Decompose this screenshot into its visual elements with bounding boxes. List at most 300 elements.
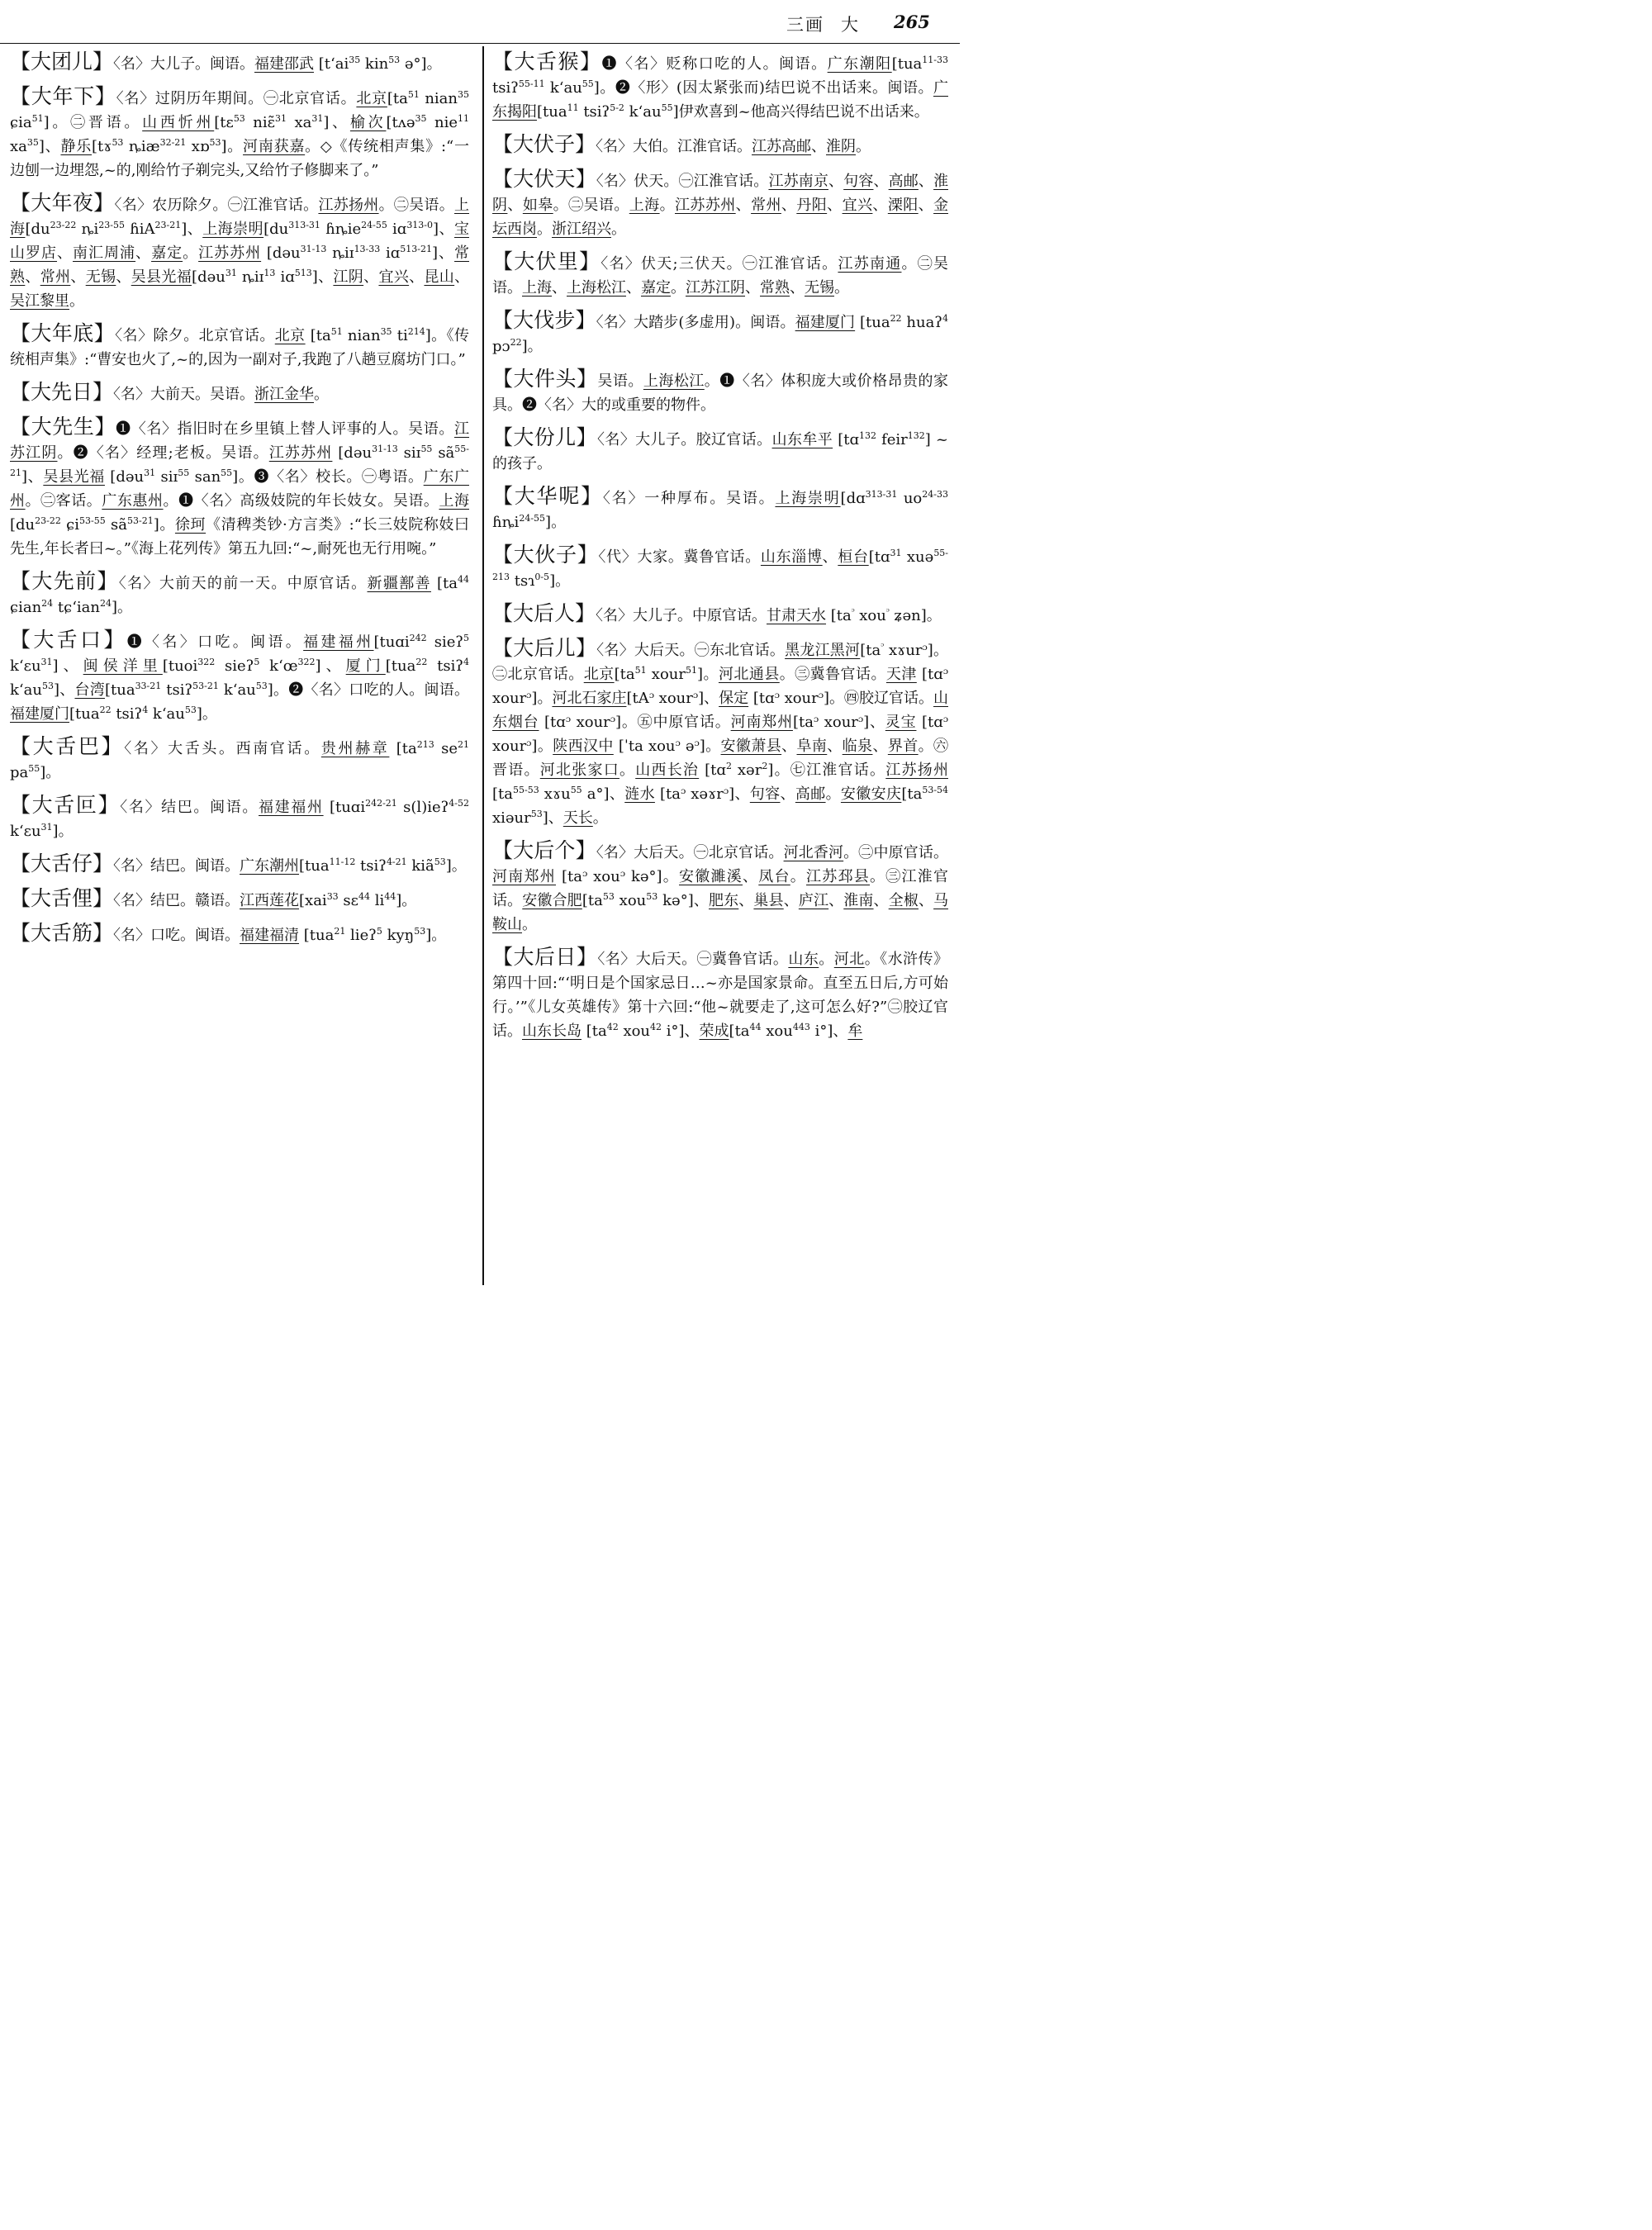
tone-mark: 132	[859, 430, 876, 441]
entry-text: 〈名〉结巴。赣语。	[113, 892, 240, 909]
place-name: 宜兴	[378, 268, 410, 286]
entry-headword: 【大后人】	[492, 601, 596, 625]
entry-text: sieʔ	[215, 657, 254, 675]
entry-text: 《清稗类钞·方言类》:“长三妓院称妓曰先生,年长者曰~。”《海上花列传》第五九回:“~,耐死也无行用啘。”	[10, 516, 469, 558]
tone-mark: 5-2	[610, 102, 624, 113]
entry-text: [ta	[826, 607, 852, 624]
entry-text: k‘ɛu	[10, 823, 41, 840]
entry-text: 。㊅晋语。	[492, 738, 948, 779]
entry-text: ]。❷〈名〉口吃的人。闽语。	[267, 681, 469, 699]
entry-text: ]。	[153, 516, 175, 534]
tone-mark: 33	[326, 891, 339, 902]
entry-text: ]、	[315, 657, 346, 675]
entry-text: 。	[819, 951, 834, 968]
left-column	[10, 50, 469, 1288]
entry-text: ɕi	[60, 516, 80, 534]
place-name: 句容	[749, 785, 781, 803]
entry-text: 、	[738, 892, 754, 909]
place-name: 肥东	[709, 892, 739, 909]
tone-mark: 55-53	[513, 785, 539, 795]
place-name: 阜南	[796, 738, 828, 755]
tone-mark: 53	[602, 891, 615, 902]
entry-text: tsiʔ	[111, 705, 143, 723]
entry-text: [dəu	[104, 468, 145, 486]
place-name: 宜兴	[842, 197, 873, 214]
place-name: 山东淄博	[760, 548, 823, 566]
place-name: 江苏扬州	[318, 197, 379, 214]
entry-text: 、	[70, 268, 86, 286]
entry-text: 〈名〉结巴。闽语。	[113, 857, 240, 875]
entry-text: [ta	[860, 642, 881, 659]
place-name: 山西长治	[635, 762, 700, 779]
right-column	[492, 50, 948, 1288]
place-name: 上海	[10, 197, 469, 238]
tone-mark: 242	[409, 633, 427, 643]
entry-text: 〈名〉大后天。㊀北京官话。	[596, 844, 784, 861]
tone-mark: 55	[221, 467, 233, 478]
entry-text: [tɑᵓ xourᵓ]。㊄中原官话。	[539, 714, 731, 731]
dictionary-entry	[492, 249, 948, 300]
place-name: 高邮	[888, 173, 919, 190]
tone-mark: 51	[330, 326, 343, 337]
tone-mark: 4	[142, 705, 149, 715]
entry-text: niɛ̃	[244, 114, 275, 131]
entry-text: 。	[522, 916, 537, 933]
tone-mark: 4	[463, 657, 469, 667]
entry-text: 、	[781, 738, 797, 755]
tone-mark: 214	[407, 326, 425, 337]
place-name: 昆山	[424, 268, 455, 286]
place-name: 上海崇明	[775, 490, 841, 507]
entry-text: ]、	[433, 221, 454, 238]
place-name: 无锡	[85, 268, 116, 286]
entry-text: ]、	[53, 681, 75, 699]
place-name: 广东揭阳	[492, 79, 948, 121]
place-name: 淮南	[843, 892, 874, 909]
entry-text: 〈名〉大前天的前一天。中原官话。	[118, 575, 368, 592]
tone-mark: 5	[463, 633, 469, 643]
place-name: 荣成	[699, 1022, 729, 1040]
place-name: 河北张家口	[539, 762, 620, 779]
tone-mark: 55-21	[10, 444, 469, 478]
tone-mark: ᵓ	[881, 641, 885, 652]
tone-mark: 32-21	[159, 137, 187, 148]
entry-text: 〈名〉口吃。闽语。	[113, 927, 240, 944]
place-name: 河北香河	[783, 844, 844, 861]
dictionary-entry	[492, 167, 948, 241]
place-name: 山东牟平	[771, 431, 833, 448]
entry-text: xour	[646, 666, 686, 683]
place-name: 南汇周浦	[73, 244, 136, 262]
entry-text: [taᵓ xouᵓ kə°]。	[556, 868, 680, 885]
entry-text: kə°]、	[657, 892, 709, 909]
dictionary-entry	[10, 852, 469, 878]
tone-mark: 24-55	[361, 220, 387, 230]
place-name: 甘肃天水	[767, 607, 827, 624]
entry-text: [dəu	[192, 268, 225, 286]
dictionary-entry	[10, 84, 469, 183]
entry-headword: 【大先生】	[10, 415, 116, 439]
entry-text: [dɑ	[840, 490, 866, 507]
place-name: 桓台	[838, 548, 869, 566]
entry-text: ]、	[21, 468, 44, 486]
tone-mark: 35	[380, 326, 392, 337]
entry-headword: 【大伙子】	[492, 543, 599, 567]
entry-text: li	[369, 892, 385, 909]
place-name: 福建厦门	[10, 705, 69, 723]
entry-text: 。	[619, 762, 636, 779]
tone-mark: 55	[28, 763, 40, 774]
place-name: 江苏江阴	[10, 420, 469, 462]
place-name: 江西莲花	[240, 892, 300, 909]
entry-text: [tua	[891, 55, 923, 73]
tone-mark: 53	[209, 137, 221, 148]
entry-text: [tua	[385, 657, 416, 675]
entry-text: [taᵓ xourᵓ]、	[792, 714, 885, 731]
entry-text: xou	[614, 892, 647, 909]
place-name: 高邮	[795, 785, 826, 803]
entry-text: tsiʔ	[427, 657, 463, 675]
entry-text: ]。	[52, 823, 74, 840]
entry-text: xɤu	[539, 785, 571, 803]
entry-headword: 【大份儿】	[492, 425, 597, 449]
place-name: 上海崇明	[202, 221, 264, 238]
dictionary-entry	[492, 543, 948, 593]
tone-mark: 21	[457, 739, 469, 750]
place-name: 江苏扬州	[885, 762, 948, 779]
entry-text: 、	[811, 138, 827, 155]
place-name: 淮阴	[826, 138, 857, 155]
entry-text: a°]、	[582, 785, 625, 803]
entry-text: 。	[671, 279, 686, 297]
entry-text: 〈名〉过阴历年期间。㊀北京官话。	[116, 90, 357, 107]
tone-mark: 44	[458, 574, 469, 585]
entry-text: k‘ɛu	[10, 657, 41, 675]
entry-headword: 【大舌口】	[10, 628, 127, 652]
tone-mark: 35	[26, 137, 39, 148]
entry-text: [tɑᵓ xourᵓ]。	[492, 714, 948, 755]
entry-text: ]。	[445, 857, 467, 875]
place-name: 闽侯洋里	[83, 657, 163, 675]
place-name: 江苏高邮	[752, 138, 812, 155]
place-name: 江苏苏州	[268, 444, 333, 462]
tone-mark: 31	[40, 822, 53, 833]
place-name: 凤台	[758, 868, 790, 885]
tone-mark: 24	[41, 598, 54, 609]
column-divider	[482, 46, 484, 1285]
entry-text: 。	[856, 138, 871, 155]
entry-text: [du	[263, 221, 289, 238]
tone-mark: 33-21	[135, 681, 162, 691]
entry-text: 、	[918, 197, 934, 214]
place-name: 吴县光福	[131, 268, 192, 286]
entry-text: ]、	[432, 244, 455, 262]
tone-mark: 31	[40, 657, 53, 667]
tone-mark: 55-11	[518, 78, 545, 89]
tone-mark: 35	[349, 55, 361, 65]
entry-text: 、	[454, 268, 469, 286]
entry-text: [tɑᵓ xourᵓ]。	[492, 666, 948, 707]
entry-text: tsiʔ	[492, 79, 519, 97]
place-name: 江苏南京	[768, 173, 829, 190]
entry-text: xa	[286, 114, 312, 131]
place-name: 句容	[843, 173, 874, 190]
entry-text: [ta	[430, 575, 458, 592]
entry-text: 。	[314, 386, 330, 403]
entry-text: 。	[611, 221, 626, 238]
entry-text: huaʔ	[901, 314, 942, 331]
entry-text: xiəur	[492, 809, 531, 827]
entry-text: tsiʔ	[355, 857, 387, 875]
tone-mark: 44	[384, 891, 396, 902]
entry-text: se	[434, 740, 458, 757]
place-name: 河北通县	[718, 666, 780, 683]
tone-mark: 2	[725, 761, 732, 771]
tone-mark: 42	[606, 1022, 619, 1032]
tone-mark: 51	[686, 665, 697, 676]
entry-text: k‘au	[148, 705, 185, 723]
place-name: 广东惠州	[102, 492, 164, 510]
place-name: 山西忻州	[142, 114, 215, 131]
entry-text: [taᵓ xəɤrᵓ]、	[654, 785, 750, 803]
dictionary-entry	[10, 50, 469, 76]
place-name: 吴江黎里	[10, 292, 69, 310]
place-name: 陕西汉中	[553, 738, 614, 755]
entry-text: [ˈta xouᵓ əᵓ]。	[613, 738, 721, 755]
entry-headword: 【大年夜】	[10, 191, 115, 215]
place-name: 巢县	[753, 892, 784, 909]
dictionary-entry	[492, 132, 948, 159]
tone-mark: ᵓ	[885, 606, 890, 617]
entry-text: 、	[827, 197, 843, 214]
entry-text: ]。	[221, 138, 244, 155]
entry-text: ə°]。	[400, 55, 442, 73]
entry-text: 。❷〈名〉经理;老板。吴语。	[57, 444, 269, 462]
entry-text: [tua	[69, 705, 100, 723]
place-name: 牟	[847, 1022, 863, 1040]
entry-text: 、	[822, 548, 838, 566]
tone-mark: 51	[634, 665, 647, 676]
tone-mark: 55	[178, 467, 190, 478]
tone-mark: 31	[144, 467, 156, 478]
entry-text: k‘au	[624, 103, 662, 121]
place-name: 安徽合肥	[522, 892, 582, 909]
dictionary-entry	[10, 793, 469, 843]
tone-mark: 213	[416, 739, 434, 750]
entry-text: 。◇《传统相声集》:“一边刨一边埋怨,~的,刚给竹子剃完头,又给竹子修脚来了。”	[10, 138, 469, 179]
tone-mark: 242-21	[365, 798, 397, 809]
tone-mark: 5	[254, 657, 260, 667]
entry-text: [ta	[582, 1022, 607, 1040]
entry-text: ]、	[323, 114, 350, 131]
tone-mark: 53-21	[192, 681, 219, 691]
tone-mark: 23-21	[154, 220, 182, 230]
entry-text: uo	[897, 490, 923, 507]
entry-text: 。	[834, 279, 849, 297]
entry-text: 、	[828, 173, 844, 190]
entry-text: ]。	[396, 892, 417, 909]
tone-mark: 322	[297, 657, 316, 667]
entry-text: 〈名〉大伯。江淮官话。	[596, 138, 752, 155]
place-name: 嘉定	[151, 244, 183, 262]
tone-mark: 53-21	[127, 515, 154, 526]
entry-headword: 【大华呢】	[492, 484, 603, 508]
entry-text: 、	[918, 173, 934, 190]
dictionary-entry	[10, 321, 469, 372]
dictionary-entry	[10, 886, 469, 913]
entry-text: feir	[876, 431, 908, 448]
entry-text: kyŋ	[382, 927, 415, 944]
entry-text: [tua	[855, 314, 890, 331]
entry-text: xɒ	[186, 138, 210, 155]
entry-text: ɦȵi	[492, 514, 520, 531]
entry-text: [tɑ	[833, 431, 859, 448]
tone-mark: 53	[112, 137, 124, 148]
tone-mark: 31	[890, 548, 902, 558]
entry-text: ʑən]。	[889, 607, 942, 624]
place-name: 江苏苏州	[675, 197, 736, 214]
tone-mark: 53	[255, 681, 268, 691]
tone-mark: 53	[646, 891, 658, 902]
entry-text: k‘au	[218, 681, 256, 699]
tone-mark: 5	[376, 926, 382, 937]
entry-text: tsiʔ	[161, 681, 193, 699]
tone-mark: 53	[41, 681, 54, 691]
place-name: 嘉定	[641, 279, 671, 297]
place-name: 无锡	[805, 279, 834, 297]
entry-headword: 【大伏天】	[492, 167, 596, 191]
entry-text: 。	[825, 785, 841, 803]
place-name: 江苏邳县	[806, 868, 871, 885]
entry-text: i°]、	[662, 1022, 700, 1040]
entry-text: ɕian	[10, 599, 42, 616]
dictionary-entry	[492, 636, 948, 830]
place-name: 福建邵武	[254, 55, 315, 73]
entry-text: 、	[790, 279, 805, 297]
tone-mark: 31-13	[372, 444, 398, 454]
place-name: 江苏江阴	[686, 279, 745, 297]
place-name: 徐珂	[174, 516, 206, 534]
entry-text: ]。	[697, 666, 719, 683]
place-name: 黑龙江黑河	[785, 642, 861, 659]
entry-text: [tua	[537, 103, 567, 121]
entry-text: 、	[57, 244, 74, 262]
place-name: 福建福州	[259, 799, 324, 816]
tone-mark: 53-54	[922, 785, 948, 795]
entry-headword: 【大后日】	[492, 945, 598, 969]
entry-text: tsɿ	[510, 572, 535, 590]
tone-mark: 55	[570, 785, 582, 795]
entry-text: 、	[409, 268, 425, 286]
place-name: 厦门	[345, 657, 386, 675]
entry-headword: 【大伏里】	[492, 249, 601, 273]
entry-text: [tɑ	[868, 548, 890, 566]
dictionary-entry	[10, 628, 469, 726]
tone-mark: 53	[388, 55, 401, 65]
entry-text: 〈名〉结巴。闽语。	[120, 799, 259, 816]
entry-headword: 【大年下】	[10, 84, 116, 108]
entry-text: iɑ	[275, 268, 295, 286]
tone-mark: 11-12	[329, 856, 356, 867]
tone-mark: 4-52	[449, 798, 469, 809]
entry-text: [tɛ	[214, 114, 234, 131]
tone-mark: 13-33	[354, 244, 381, 254]
place-name: 保定	[719, 690, 749, 707]
entry-text: xou	[761, 1022, 793, 1040]
entry-headword: 【大舌仔】	[10, 852, 114, 875]
entry-text: ȵiɪ	[326, 244, 354, 262]
tone-mark: 51	[407, 89, 420, 100]
entry-headword: 【大舌叵】	[10, 793, 121, 817]
place-name: 常熟	[10, 244, 469, 286]
entry-text: tsiʔ	[578, 103, 610, 121]
entry-text: [ta	[389, 740, 417, 757]
entry-text: lieʔ	[345, 927, 377, 944]
place-name: 如皋	[522, 197, 553, 214]
entry-text: ]、	[542, 809, 563, 827]
entry-text: 。《水浒传》第四十回:“‘明日是个国家忌日…~亦是国家景命。直至五日后,方可始行。’”《儿女英雄传》第十六回:“他~就要走了,这可怎么好?”㊁胶辽官话。	[492, 951, 948, 1040]
tone-mark: 31-13	[300, 244, 327, 254]
entry-text: siɪ	[397, 444, 421, 462]
tone-mark: 24-55	[519, 513, 546, 524]
place-name: 福建厦门	[795, 314, 856, 331]
tone-mark: 23-55	[98, 220, 125, 230]
place-name: 上海	[629, 197, 660, 214]
entry-text: 。❶〈名〉高级妓院的年长妓女。吴语。	[163, 492, 439, 510]
entry-text: ]。	[196, 705, 217, 723]
entry-headword: 【大伏子】	[492, 132, 596, 156]
tone-mark: 132	[907, 430, 925, 441]
place-name: 山东烟台	[492, 690, 948, 731]
entry-text: 吴语。	[597, 372, 643, 390]
place-name: 全椒	[888, 892, 919, 909]
entry-text: [dəu	[261, 244, 301, 262]
entry-text: iɑ	[380, 244, 401, 262]
entry-text: k‘au	[10, 681, 42, 699]
tone-mark: 51	[31, 113, 44, 124]
place-name: 上海	[439, 492, 469, 510]
entry-text: 。㊁吴语。	[492, 255, 948, 297]
entry-text: 。㊁吴语。	[378, 197, 455, 214]
place-name: 静乐	[60, 138, 93, 155]
tone-mark: 313-0	[406, 220, 434, 230]
place-name: 安徽安庆	[840, 785, 902, 803]
entry-text: nian	[342, 327, 381, 344]
entry-text: 〈代〉大家。冀鲁官话。	[598, 548, 761, 566]
dictionary-entry	[10, 380, 469, 406]
entry-text: i°]、	[809, 1022, 848, 1040]
place-name: 江苏苏州	[198, 244, 262, 262]
tone-mark: 2	[762, 761, 768, 771]
tone-mark: 53	[530, 809, 543, 819]
entry-text: sieʔ	[426, 633, 463, 651]
page-header	[0, 0, 960, 44]
place-name: 台湾	[74, 681, 105, 699]
entry-text: 、	[783, 892, 799, 909]
dictionary-entry	[10, 921, 469, 947]
tone-mark: 24-33	[922, 489, 948, 500]
entry-text: 〈名〉除夕。北京官话。	[115, 327, 275, 344]
entry-text: 、	[116, 268, 131, 286]
tone-mark: 53	[434, 856, 446, 867]
entry-text: 〈名〉大舌头。西南官话。	[124, 740, 321, 757]
place-name: 马鞍山	[492, 892, 948, 933]
entry-headword: 【大件头】	[492, 367, 598, 391]
tone-mark: 21	[334, 926, 346, 937]
entry-text: 〈名〉大儿子。胶辽官话。	[596, 431, 772, 448]
tone-mark: 31	[225, 268, 237, 278]
entry-text: xər	[731, 762, 762, 779]
